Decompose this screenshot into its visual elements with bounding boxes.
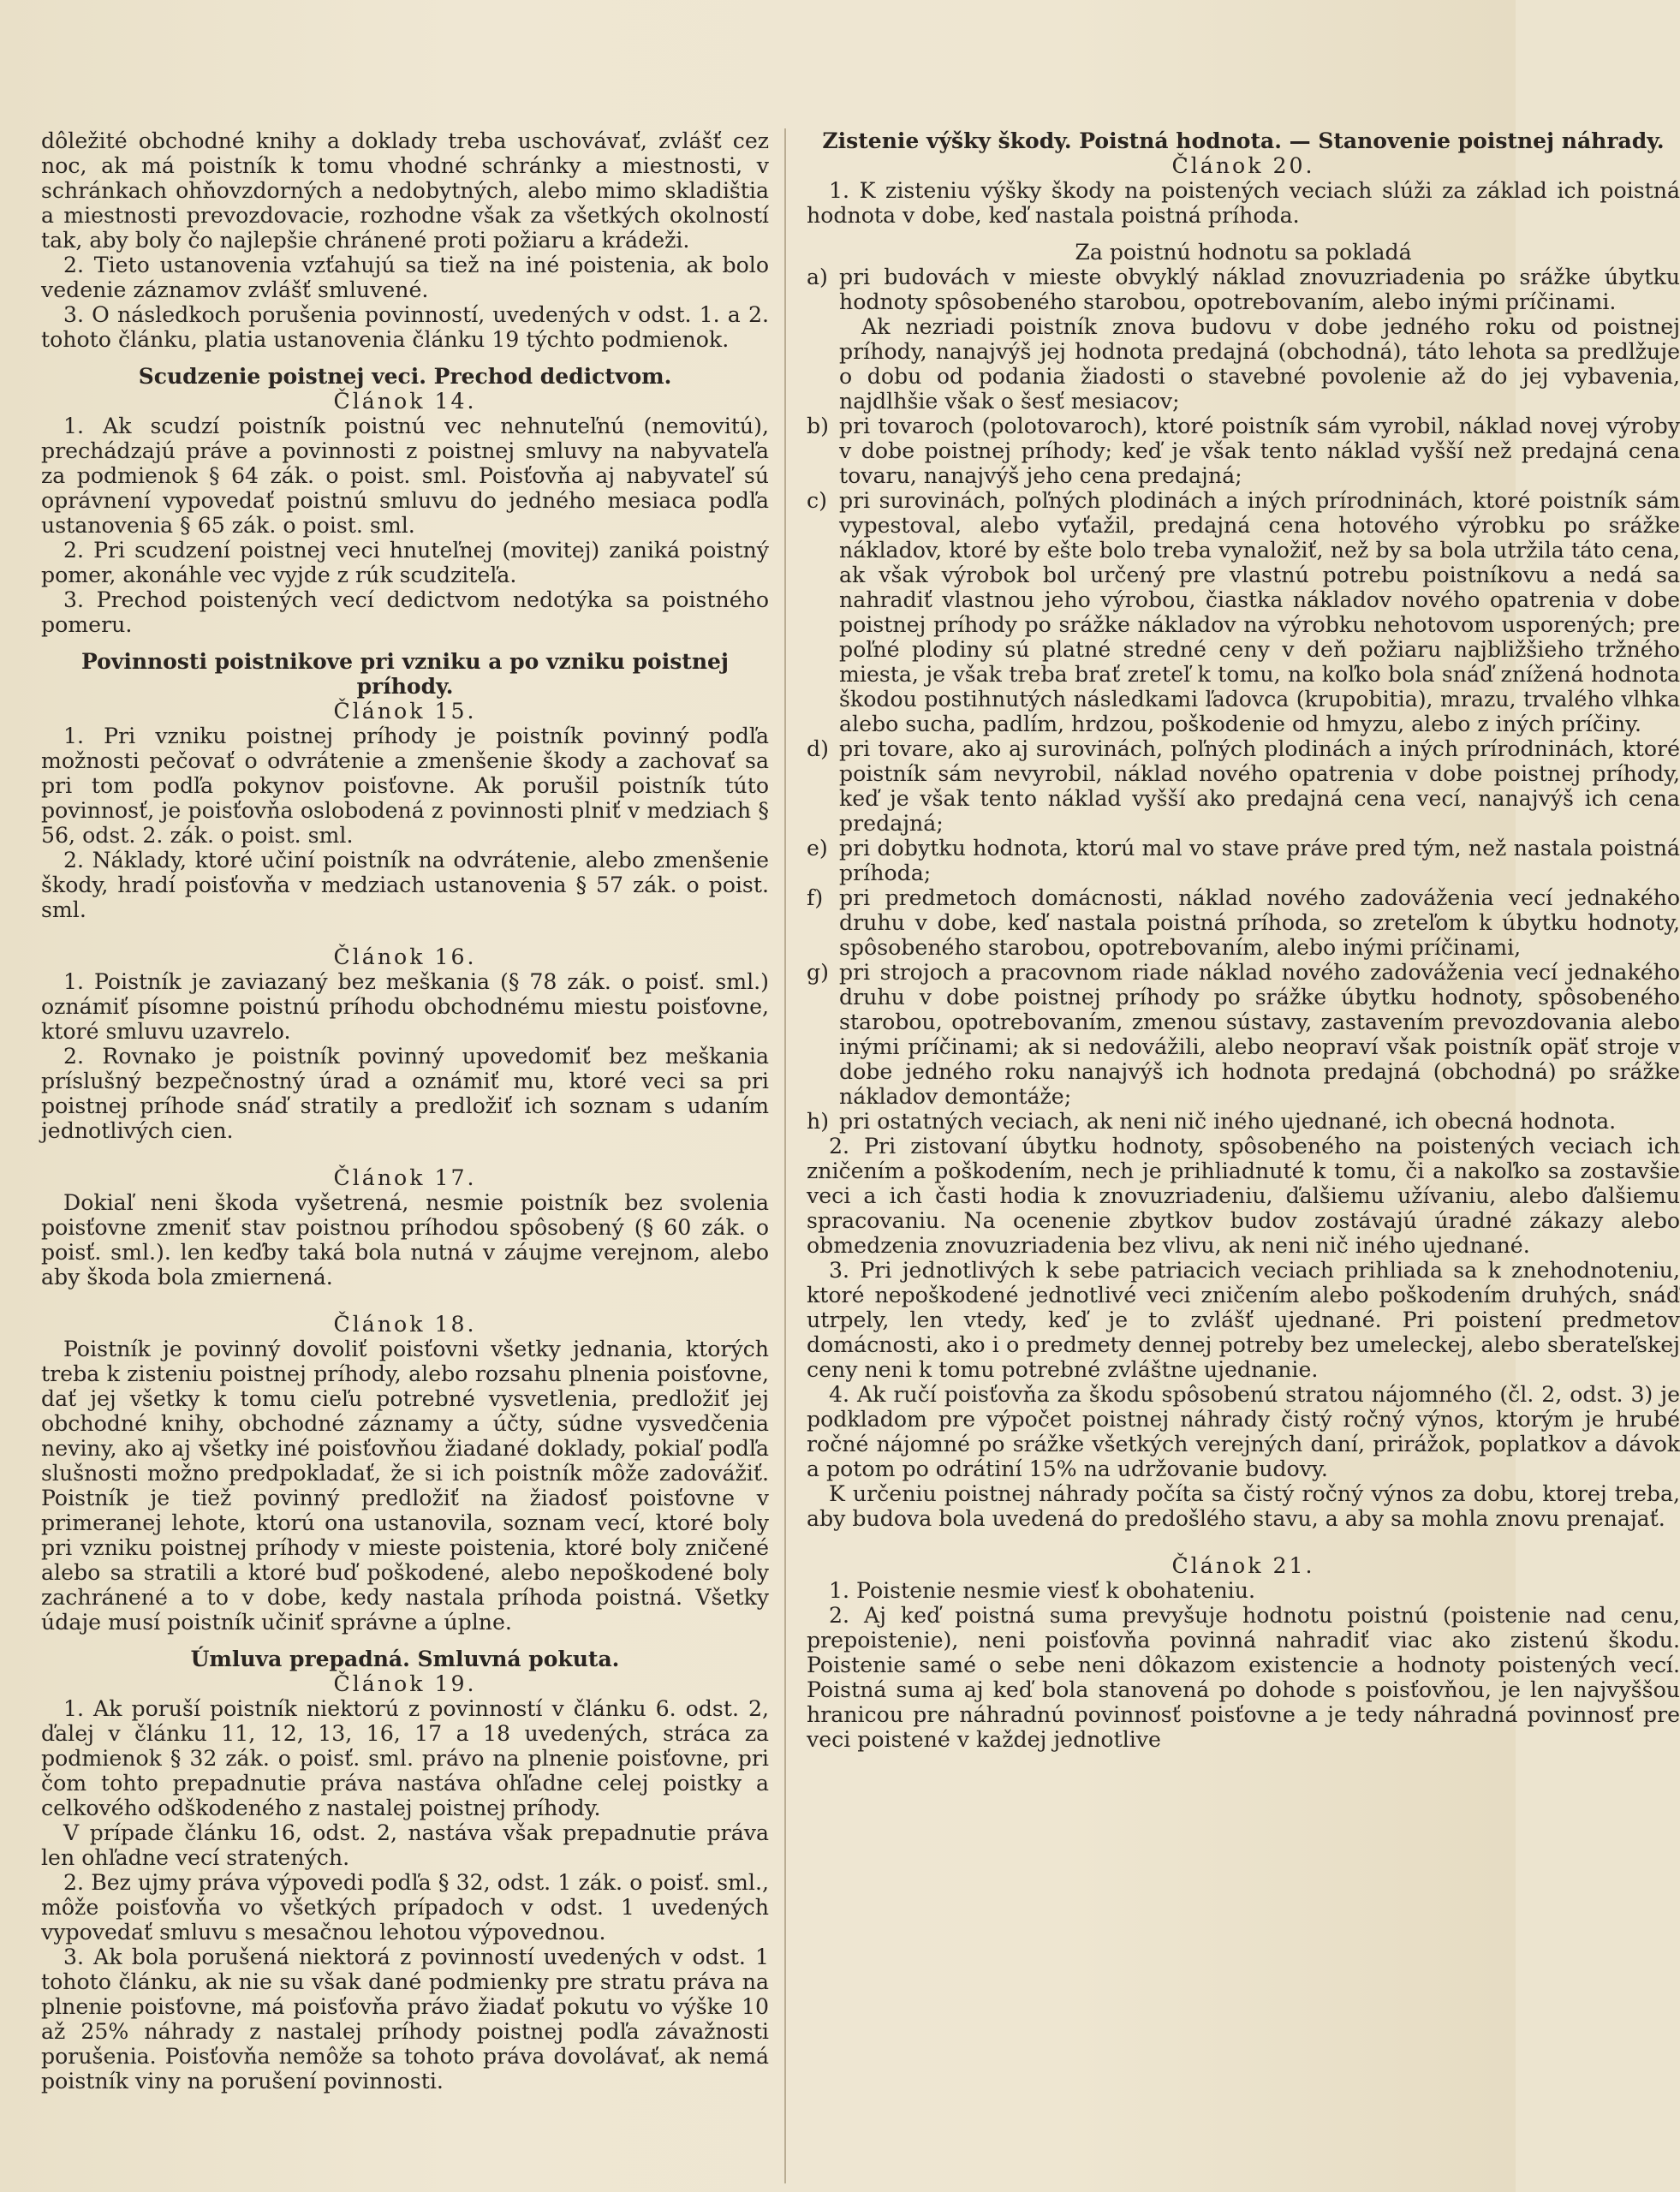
article-title: Článok 15. [333,699,477,724]
list-item-label: g) [807,960,829,985]
paragraph: 2. Aj keď poistná suma prevyšuje hodnotu poistnú (poistenie nad cenu, prepoistenie), neni poisťovňa povinná nahradiť viac ako zistenú škodu. Poistenie samé o sebe neni dôkazom existencie a hodnoty poistených vecí. Poistná suma aj keď bola stanovená po dohode s poisťovňou, je len najvyššou hranicou pre náhradnú povinnosť poisťovne a je tedy náhradná povinnosť pre veci poistené v každej jednotlive [807,1603,1680,1752]
section-heading-art20: Zistenie výšky škody. Poistná hodnota. — Stanovenie poistnej náhrady. [822,128,1665,153]
list-item-text: Ak nezriadi poistník znova budovu v dobe jedného roku od poistnej príhody, nanajvýš jej hodnota predajná (obchodná), táto lehota sa predlžuje o dobu od podania žiadosti o stavebné povolenie až do jej vybavenia, najdlhšie však o šesť mesiacov; [839,314,1680,414]
list-item [807,314,1680,414]
paragraph: Poistník je povinný dovoliť poisťovni všetky jednania, ktorých treba k zisteniu poistnej príhody, alebo rozsahu plnenia poisťovne, dať jej všetky k tomu cieľu potrebné vysvetlenia, predložiť jej obchodné knihy, obchodné záznamy a účty, súdne vysvedčenia neviny, ako aj všetky iné poisťovňou žiadané doklady, pokiaľ podľa slušnosti možno predpokladať, že si ich poistník môže zadovážiť. Poistník je tiež povinný predložiť na žiadosť poisťovne v primeranej lehote, ktorú ona ustanovila, soznam vecí, ktoré boly pri vzniku poistnej príhody v mieste poistenia, ktoré boly zničené alebo sa stratili a ktoré buď poškodené, alebo nepoškodené boly zachránené a to v dobe, kedy nastala príhoda poistná. Všetky údaje musí poistník učiniť správne a úplne. [41,1337,769,1635]
list-item-text: pri predmetoch domácnosti, náklad nového zadováženia vecí jednakého druhu v dobe, keď nastala poistná príhoda, so zreteľom k úbytku hodnoty, spôsobeného starobou, opotrebovaním, alebo inými príčinami, [839,885,1680,960]
article-title: Článok 18. [333,1312,477,1337]
paragraph: V prípade článku 16, odst. 2, nastáva však prepadnutie práva len ohľadne vecí stratených. [41,1820,769,1870]
paragraph: dôležité obchodné knihy a doklady treba uschovávať, zvlášť cez noc, ak má poistník k tomu vhodné schránky a miestnosti, v schránkach ohňovzdorných a nedobytných, alebo mimo skladištia a miestnosti prevozdovacie, rozhodne však za všetkých okolností tak, aby boly čo najlepšie chránené proti požiaru a krádeži. [41,128,769,253]
subheading: Za poistnú hodnotu sa pokladá [1075,240,1412,265]
list-item-label: f) [807,885,824,910]
paragraph: Dokiaľ neni škoda vyšetrená, nesmie poistník bez svolenia poisťovne zmeniť stav poistnou príhodou spôsobený (§ 60 zák. o poisť. sml.). len keďby taká bola nutná v záujme verejnom, alebo aby škoda bola zmiernená. [41,1190,769,1290]
paragraph: 2. Rovnako je poistník povinný upovedomiť bez meškania príslušný bezpečnostný úrad a oznámiť mu, ktoré veci sa pri poistnej príhode snáď stratily a predložiť ich soznam s udaním jednotlivých cien. [41,1044,769,1143]
list-item-text: pri budovách v mieste obvyklý náklad znovuzriadenia po srážke úbytku hodnoty spôsobeného starobou, opotrebovaním, alebo inými príčinami. [839,265,1680,314]
list-item-label [807,314,839,414]
list-item [807,414,1680,488]
paragraph: 2. Tieto ustanovenia vzťahujú sa tiež na iné poistenia, ak bolo vedenie záznamov zvlášť smluvené. [41,253,769,302]
list-item-label: e) [807,836,828,861]
article-title: Článok 19. [333,1671,477,1696]
list-item-label: h) [807,1109,830,1134]
list-item-text: pri strojoch a pracovnom riade náklad nového zadováženia vecí jednakého druhu v dobe poistnej príhody po srážke úbytku hodnoty, spôsobeného starobou, opotrebovaním, zmenou sústavy, zastavením prevozdovania alebo inými príčinami; ak si nedovážili, alebo neopraví však poistník opäť stroje v dobe jedného roku nanajvýš ich hodnota predajná (obchodná) po srážke nákladov demontáže; [839,960,1680,1109]
paragraph: 4. Ak ručí poisťovňa za škodu spôsobenú stratou nájomného (čl. 2, odst. 3) je podkladom pre výpočet poistnej náhrady čistý ročný výnos, ktorým je hrubé ročné nájomné po srážke všetkých verejných daní, prirážok, poplatkov a dávok a potom po odrátiní 15% na udržovanie budovy. [807,1382,1680,1481]
paragraph: 1. Poistenie nesmie viesť k obohateniu. [829,1578,1255,1603]
list-item-label: b) [807,414,829,438]
article-title: Článok 16. [333,944,477,969]
section-heading: Povinnosti poistnikove pri vzniku a po vzniku poistnej príhody. [81,649,729,699]
paragraph: 3. O následkoch porušenia povinností, uvedených v odst. 1. a 2. tohoto článku, platia ustanovenia článku 19 týchto podmienok. [41,302,769,352]
list-item [807,488,1680,736]
paragraph: 1. Poistník je zaviazaný bez meškania (§ 78 zák. o poisť. sml.) oznámiť písomne poistnú príhodu obchodnému miestu poisťovne, ktoré smluvu uzavrelo. [41,969,769,1044]
list-item-text: pri dobytku hodnota, ktorú mal vo stave práve pred tým, než nastala poistná príhoda; [839,836,1680,885]
list-item-text: pri tovaroch (polotovaroch), ktoré poistník sám vyrobil, náklad novej výroby v dobe poistnej príhody; keď je však tento náklad vyšší než predajná cena tovaru, nanajvýš jeho cena predajná; [839,414,1680,488]
article-21-paragraphs [807,1578,1680,1752]
list-item-label: d) [807,736,829,761]
paragraph: 1. Ak scudzí poistník poistnú vec nehnuteľnú (nemovitú), prechádzajú práve a povinnosti z poistnej smluvy na nabyvateľa za podmienok § 64 zák. o poist. sml. Poisťovňa aj nabyvateľ sú oprávnení vypovedať poistnú smluvu do jedného mesiaca podľa ustanovenia § 65 zák. o poist. sml. [41,414,769,538]
paragraph: 2. Pri zistovaní úbytku hodnoty, spôsobeného na poistených veciach ich zničením a poškodením, nech je prihliadnuté k tomu, či a nakoľko sa zostavšie veci a ich časti hodia k znovuzriadeniu, ďalšiemu užívaniu, alebo ďalšiemu spracovaniu. Na ocenenie zbytkov budov zostávajú úradné zákazy alebo obmedzenia znovuzriadenia bez vlivu, ak neni nič iného ujednané. [807,1134,1680,1258]
article-title: Článok 14. [333,389,477,414]
paragraph: 1. K zisteniu výšky škody na poistených veciach slúži za základ ich poistná hodnota v dobe, keď nastala poistná príhoda. [807,178,1680,228]
article-title: Článok 17. [333,1165,477,1190]
list-item-text: pri tovare, ako aj surovinách, poľných plodinách a iných prírodninách, ktoré poistník sám nevyrobil, náklad nového opatrenia v dobe poistnej príhody, keď je však tento náklad vyšší ako predajná cena vecí, nanajvýš ich cena predajná; [839,736,1680,836]
list-item [807,960,1680,1109]
paragraph: 3. Prechod poistených vecí dedictvom nedotýka sa poistného pomeru. [41,587,769,637]
article-20-title: Článok 20. [1171,153,1315,178]
value-definitions-list [807,265,1680,1134]
list-item-label: a) [807,265,828,289]
list-item [807,836,1680,885]
left-column [41,128,769,2094]
paragraph: K určeniu poistnej náhrady počíta sa čistý ročný výnos za dobu, ktorej treba, aby budova bola uvedená do predošlého stavu, a aby sa mohla znovu prenajať. [807,1481,1680,1531]
list-item [807,1109,1680,1134]
article-21-title: Článok 21. [1171,1553,1315,1578]
list-item-text: pri surovinách, poľných plodinách a iných prírodninách, ktoré poistník sám vypestoval, alebo vyťažil, predajná cena hotového výrobku po srážke nákladov, ktoré by ešte bolo treba vynaložiť, než by sa bola utržila táto cena, ak však výrobok bol určený pre vlastnú potrebu poistníkovu a nedá sa nahradiť vlastnou jeho výrobou, čiastka nákladov nového opatrenia v dobe poistnej príhody po srážke nákladov na výrobku nehotovom usporených; pre poľné plodiny sú platné stredné ceny v deň požiaru najbližšieho tržného miesta, je však treba brať zreteľ k tomu, na koľko bola snáď znížená hodnota škodou postihnutých následkami ľadovca (krupobitia), mrazu, trvalého vlhka alebo sucha, padlím, hrdzou, poškodenie od hmyzu, alebo z iných príčiny. [839,488,1680,736]
right-column [807,128,1680,1752]
section-heading: Scudzenie poistnej veci. Prechod dedictvom. [138,364,672,389]
list-item-text: pri ostatných veciach, ak neni nič iného ujednané, ich obecná hodnota. [839,1109,1617,1134]
paragraph: 2. Náklady, ktoré učiní poistník na odvrátenie, alebo zmenšenie škody, hradí poisťovňa v medziach ustanovenia § 57 zák. o poist. sml. [41,848,769,922]
list-item [807,736,1680,836]
paragraph: 2. Pri scudzení poistnej veci hnuteľnej (movitej) zaniká poistný pomer, akonáhle vec vyjde z rúk scudziteľa. [41,538,769,587]
list-item-label: c) [807,488,827,513]
column-divider [784,128,786,2183]
paragraph: 1. Pri vzniku poistnej príhody je poistník povinný podľa možnosti pečovať o odvrátenie a zmenšenie škody a zachovať sa pri tom podľa pokynov poisťovne. Ak porušil poistník túto povinnosť, je poisťovňa oslobodená z povinnosti plniť v medziach § 56, odst. 2. zák. o poist. sml. [41,724,769,848]
article-20-paragraphs [807,1134,1680,1531]
paragraph: 3. Ak bola porušená niektorá z povinností uvedených v odst. 1 tohoto článku, ak nie su však dané podmienky pre stratu práva na plnenie poisťovne, má poisťovňa právo žiadať pokutu vo výške 10 až 25% náhrady z nastalej príhody poistnej podľa závažnosti porušenia. Poisťovňa nemôže sa tohoto práva dovolávať, ak nemá poistník viny na porušení povinnosti. [41,1945,769,2094]
paragraph: 2. Bez ujmy práva výpovedi podľa § 32, odst. 1 zák. o poisť. sml., môže poisťovňa vo všetkých prípadoch v odst. 1 uvedených vypovedať smluvu s mesačnou lehotou výpovednou. [41,1870,769,1945]
paragraph: 1. Ak poruší poistník niektorú z povinností v článku 6. odst. 2, ďalej v článku 11, 12, 13, 16, 17 a 18 uvedených, stráca za podmienok § 32 zák. o poisť. sml. právo na plnenie poisťovne, pri čom tohto prepadnutie práva nastáva ohľadne celej poistky a celkového odškodeného z nastalej poistnej príhody. [41,1696,769,1820]
paragraph: 3. Pri jednotlivých k sebe patriacich veciach prihliada sa k znehodnoteniu, ktoré nepoškodené jednotlivé veci zničením alebo poškodením druhých, snáď utrpely, len vtedy, keď je to zvlášť ujednané. Pri poistení predmetov domácnosti, ako i o predmety dennej potreby bez umeleckej, alebo sberateľskej ceny neni k tomu potrebné zvláštne ujednanie. [807,1258,1680,1382]
list-item [807,265,1680,314]
section-heading: Úmluva prepadná. Smluvná pokuta. [190,1647,620,1671]
list-item [807,885,1680,960]
